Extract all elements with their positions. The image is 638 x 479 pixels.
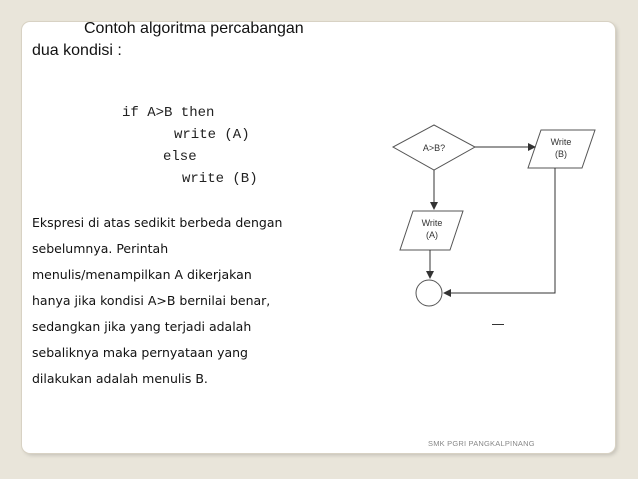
- stray-dash: [492, 324, 504, 325]
- body-line: dilakukan adalah menulis B.: [32, 371, 208, 386]
- title-line-2: dua kondisi :: [32, 42, 122, 59]
- body-line: sebaliknya maka pernyataan yang: [32, 345, 248, 360]
- body-line: sedangkan jika yang terjadi adalah: [32, 319, 252, 334]
- body-line: hanya jika kondisi A>B bernilai benar,: [32, 293, 271, 308]
- body-line: menulis/menampilkan A dikerjakan: [32, 267, 252, 282]
- code-line-else: else: [163, 149, 197, 165]
- code-line-write-b: write (B): [182, 171, 258, 187]
- write-b-label-1: Write: [550, 137, 572, 147]
- end-circle: [416, 280, 442, 306]
- write-a-label-2: (A): [426, 230, 438, 240]
- body-line: Ekspresi di atas sedikit berbeda dengan: [32, 215, 283, 230]
- decision-label: A>B?: [422, 143, 446, 153]
- code-line-if: if A>B then: [122, 105, 215, 121]
- footer-text: SMK PGRI PANGKALPINANG: [428, 439, 535, 448]
- code-line-write-a: write (A): [174, 127, 250, 143]
- write-b-label-2: (B): [555, 149, 567, 159]
- title-line-1: Contoh algoritma percabangan: [84, 20, 304, 37]
- arrow-b-to-end: [444, 168, 555, 293]
- write-a-label-1: Write: [421, 218, 443, 228]
- body-line: sebelumnya. Perintah: [32, 241, 169, 256]
